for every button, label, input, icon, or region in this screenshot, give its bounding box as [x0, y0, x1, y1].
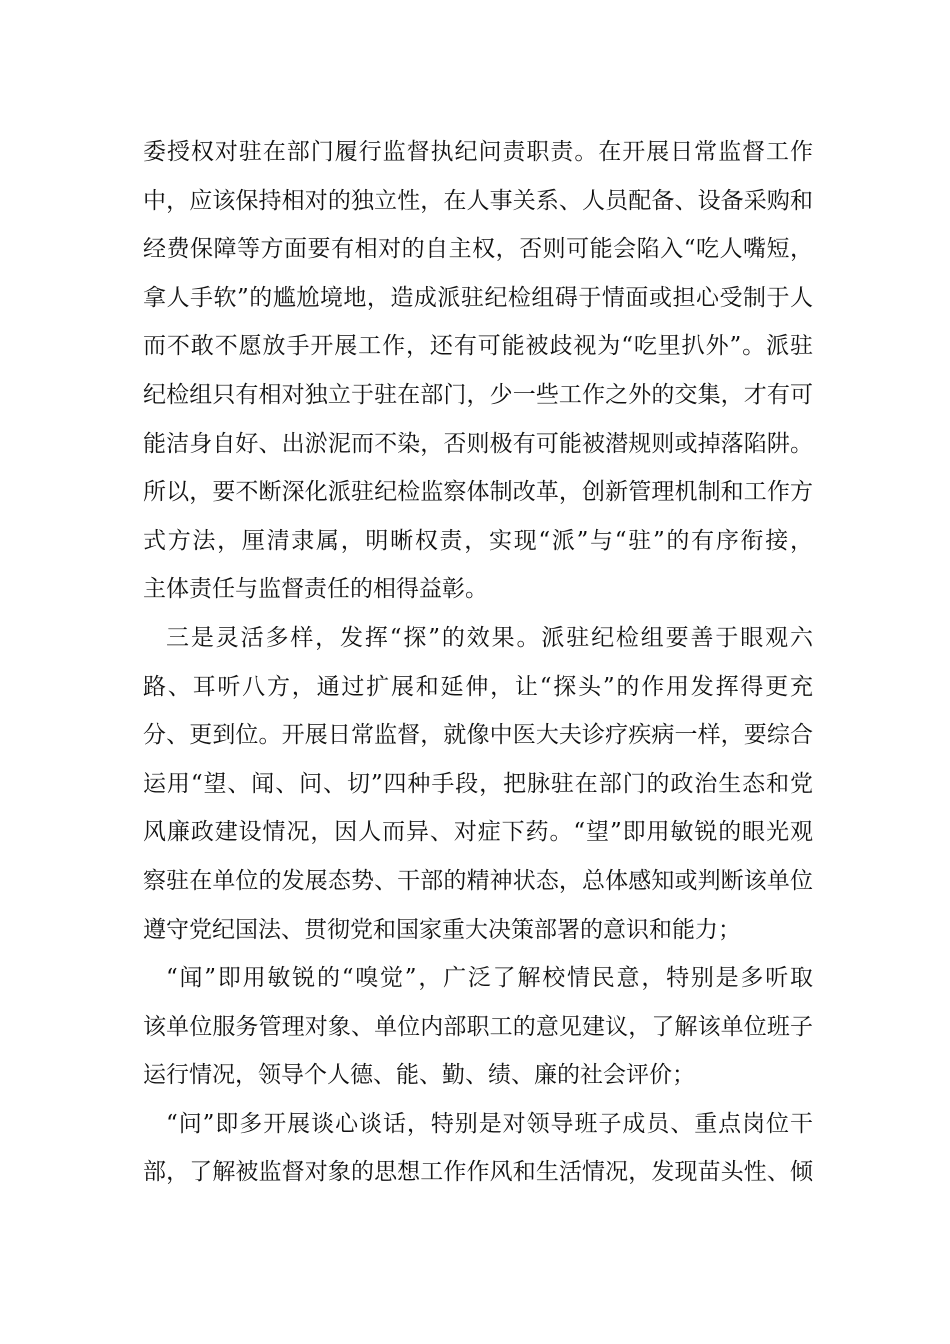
text-line: 察驻在单位的发展态势、干部的精神状态，总体感知或判断该单位: [143, 867, 813, 894]
text-line: 遵守党纪国法、贯彻党和国家重大决策部署的意识和能力；: [143, 916, 741, 943]
paragraph-start-line: “闻”即用敏锐的“嗅觉”，广泛了解校情民意，特别是多听取: [166, 965, 813, 992]
text-line: 纪检组只有相对独立于驻在部门，少一些工作之外的交集，才有可: [143, 381, 813, 408]
text-line: 经费保障等方面要有相对的自主权，否则可能会陷入“吃人嘴短，: [143, 236, 813, 263]
text-line: 风廉政建设情况，因人而异、对症下药。“望”即用敏锐的眼光观: [143, 819, 813, 846]
text-line: 该单位服务管理对象、单位内部职工的意见建议，了解该单位班子: [143, 1013, 813, 1040]
text-line: 所以，要不断深化派驻纪检监察体制改革，创新管理机制和工作方: [143, 479, 813, 506]
text-line: 主体责任与监督责任的相得益彰。: [143, 576, 488, 603]
document-body: [143, 128, 813, 1197]
text-line: 部，了解被监督对象的思想工作作风和生活情况，发现苗头性、倾: [143, 1159, 813, 1186]
text-line: 路、耳听八方，通过扩展和延伸，让“探头”的作用发挥得更充: [143, 673, 813, 700]
text-line: 运用“望、闻、问、切”四种手段，把脉驻在部门的政治生态和党: [143, 770, 813, 797]
text-line: 运行情况，领导个人德、能、勤、绩、廉的社会评价；: [143, 1062, 695, 1089]
text-line: 而不敢不愿放手开展工作，还有可能被歧视为“吃里扒外”。派驻: [143, 333, 813, 360]
text-line: 拿人手软”的尴尬境地，造成派驻纪检组碍于情面或担心受制于人: [143, 284, 813, 311]
paragraph-start-line: 三是灵活多样，发挥“探”的效果。派驻纪检组要善于眼观六: [166, 624, 813, 651]
text-line: 分、更到位。开展日常监督，就像中医大夫诊疗疾病一样，要综合: [143, 722, 813, 749]
text-line: 能洁身自好、出淤泥而不染，否则极有可能被潜规则或掉落陷阱。: [143, 430, 813, 457]
text-line: 委授权对驻在部门履行监督执纪问责职责。在开展日常监督工作: [143, 139, 813, 165]
text-line: 式方法，厘清隶属，明晰权责，实现“派”与“驻”的有序衔接，: [143, 527, 813, 554]
paragraph-start-line: “问”即多开展谈心谈话，特别是对领导班子成员、重点岗位干: [166, 1110, 813, 1137]
text-line: 中，应该保持相对的独立性，在人事关系、人员配备、设备采购和: [143, 187, 813, 214]
